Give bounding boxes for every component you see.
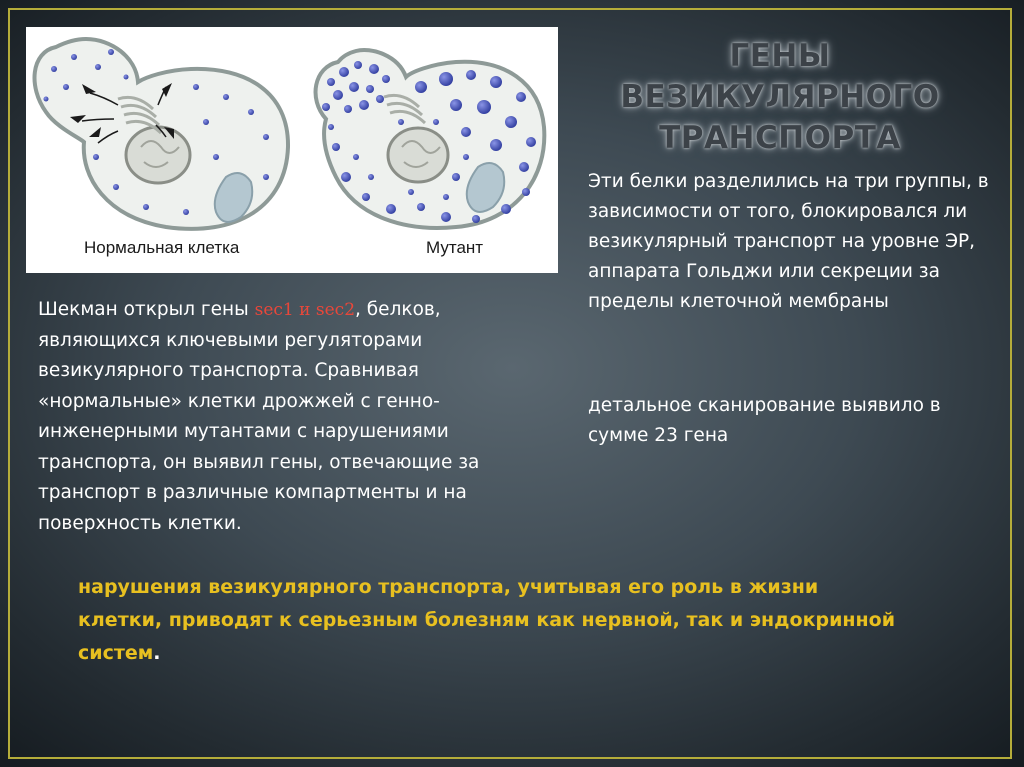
- genes-count-paragraph: детальное сканирование выявило в сумме 23 гена: [588, 395, 941, 446]
- title-line-1: ГЕНЫ ВЕЗИКУЛЯРНОГО: [620, 38, 940, 115]
- mutant-cell: [316, 50, 545, 257]
- schekman-paragraph: [38, 295, 548, 539]
- highlight-period: .: [153, 642, 161, 664]
- slide-title: [585, 36, 975, 159]
- cell-illustration: [26, 27, 558, 273]
- title-line-2: ТРАНСПОРТА: [659, 120, 901, 156]
- highlight-text: нарушения везикулярного транспорта, учитывая его роль в жизни клетки, приводят к серьезным болезням как нервной, так и эндокринной систем: [78, 576, 896, 664]
- gene-sec2: sec2: [315, 300, 356, 320]
- cell-figure: [26, 27, 558, 273]
- normal-cell: [35, 39, 289, 257]
- groups-paragraph: Эти белки разделились на три группы, в зависимости от того, блокировался ли везикулярный транспорт на уровне ЭР, аппарата Гольджи или секреции за пределы клеточной мембраны: [588, 171, 989, 312]
- label-normal: Нормальная клетка: [84, 238, 240, 257]
- schekman-text-1: Шекман открыл гены: [38, 299, 255, 320]
- nucleus-normal: [126, 127, 190, 183]
- gene-sec1: sec1: [254, 300, 294, 320]
- highlight-paragraph: [78, 571, 898, 670]
- nucleus-mutant: [388, 128, 448, 182]
- gene-conjunction: и: [293, 300, 316, 320]
- schekman-text-2: , белков, являющихся ключевыми регуляторами везикулярного транспорта. Сравнивая «нормальные» клетки дрожжей с генно-инженерными мутантами с нарушениями транспорта, он выявил гены, отвечающие за транспорт в различные компартменты и на поверхность клетки.: [38, 299, 480, 534]
- label-mutant: Мутант: [426, 238, 484, 257]
